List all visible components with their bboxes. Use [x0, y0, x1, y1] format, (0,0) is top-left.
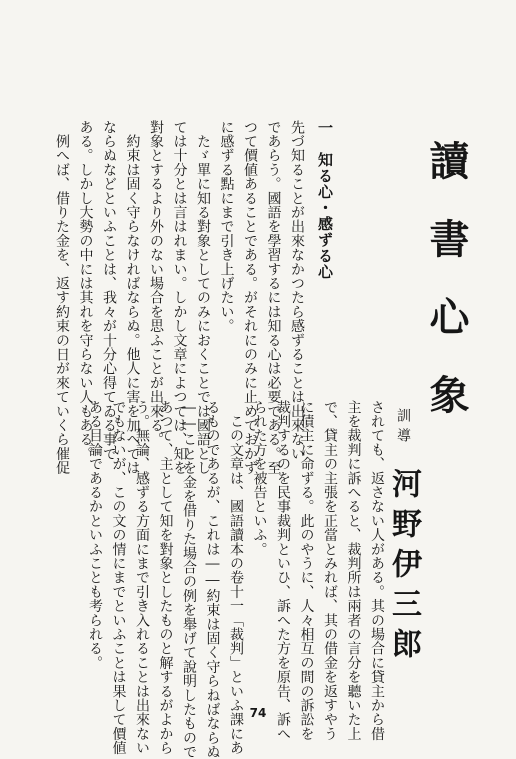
body-line: たゞ單に知る對象としてのみにおくことでは國語とし [195, 120, 211, 475]
body-line: で、貸主の主張を正當とみれば、其の借金を返すやう [322, 400, 338, 741]
body-line: つて價値あることである。がそれにのみに止めておかず [242, 120, 258, 475]
body-line: されても、返さない人がある。其の場合に貸主から借 [369, 400, 385, 741]
author-role: 訓導 [395, 408, 411, 448]
body-line: ならぬなどといふことは、我々が十分心得てゐる事で [101, 120, 117, 461]
body-line: 主を裁判に訴へると、裁判所は兩者の言分を聽いた上 [345, 400, 362, 741]
body-line: ある。しかし大勢の中には其れを守らない人もある。 [77, 120, 94, 461]
body-line: に債主に命ずる。此のやうに、人々相互の間の訴訟を [298, 400, 315, 741]
body-line: ある目論であるかといふことも考られる。 [87, 400, 103, 670]
body-line: 對象とするより外のない場合を思ふことが出來る。 [148, 120, 164, 447]
body-line: う。無論、感ずる方面にまで引き入れることは出來ない [134, 400, 150, 755]
body-line: 約束は固く守らなければならぬ。他人に害を加へては [124, 120, 141, 475]
body-line: であらう。國語を學習するには知る心は必要である。至 [265, 120, 282, 475]
article-title: 讀書心象 [423, 140, 470, 452]
page-number: 74 [249, 706, 267, 720]
author-name: 河野伊三郎 [386, 468, 421, 668]
body-line: るものであるが、これは――約束は固く守らねばならぬ [204, 400, 221, 759]
body-line: 裁判するのを民事裁判といひ、訴へた方を原告、訴へ [275, 400, 291, 741]
body-line: ――ことを金を借りた場合の例を舉げて說明したもので [181, 400, 197, 759]
section-heading: 一 知る心・感ずる心 [316, 120, 334, 280]
body-line: 先づ知ることが出來なかつたら感ずることは出來ない [289, 120, 305, 461]
body-line: ては十分とは言はれまい。しかし文章によつては、知を [171, 120, 188, 475]
body-line: 例へば、借りた金を、返す約束の日が來ていくら催促 [54, 120, 70, 475]
body-line: に感ずる點にまで引き上げたい。 [218, 120, 235, 333]
body-line: られた方を被告といふ。 [251, 400, 268, 557]
body-line: この文章は、國語讀本の卷十一「裁判」といふ課にあ [228, 400, 244, 755]
body-line: でもないが、この文の情にまでといふことは果して價値 [110, 400, 127, 755]
body-line: あつて、主として知を對象としたものと解するがよから [157, 400, 174, 755]
